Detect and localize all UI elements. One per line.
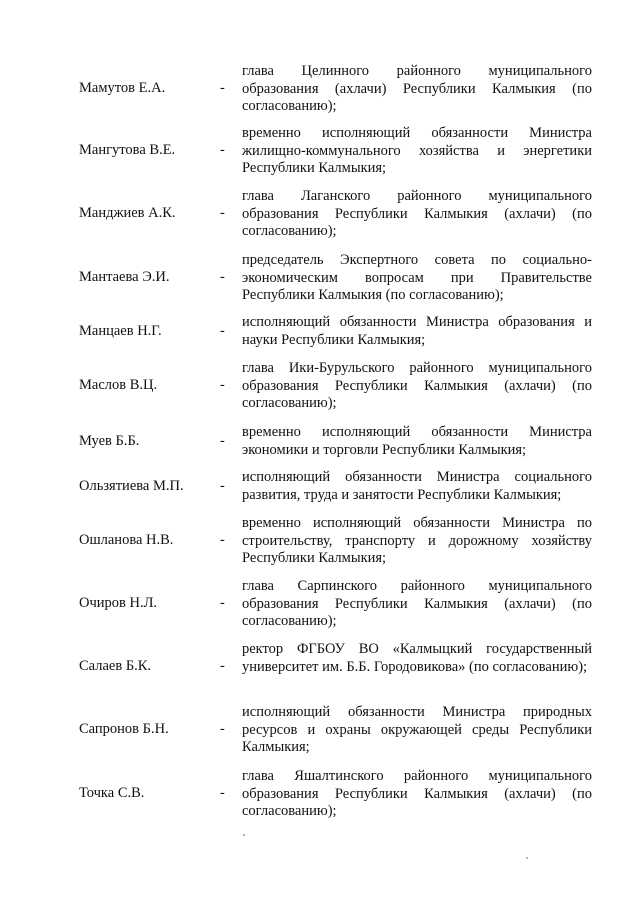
- member-position: глава Сарпинского районного муниципального образования Республики Калмыкия (ахлачи) (по согласованию);: [242, 578, 592, 630]
- member-dash: -: [220, 269, 225, 285]
- member-position: исполняющий обязанности Министра социального развития, труда и занятости Республики Калмыкия;: [242, 469, 592, 503]
- member-name: Точка С.В.: [79, 785, 145, 801]
- member-name: Муев Б.Б.: [79, 433, 140, 449]
- member-dash: -: [220, 595, 225, 611]
- member-name: Манджиев А.К.: [79, 205, 176, 221]
- member-dash: -: [220, 785, 225, 801]
- member-dash: -: [220, 658, 225, 674]
- member-position: исполняющий обязанности Министра природных ресурсов и охраны окружающей среды Республики Калмыкия;: [242, 704, 592, 756]
- member-dash: -: [220, 323, 225, 339]
- member-dash: -: [220, 205, 225, 221]
- member-dash: -: [220, 478, 225, 494]
- member-position: глава Лаганского районного муниципального образования Республики Калмыкия (ахлачи) (по согласованию);: [242, 188, 592, 240]
- member-name: Мамутов Е.А.: [79, 80, 166, 96]
- member-name: Мангутова В.Е.: [79, 142, 176, 158]
- member-position: глава Ики-Бурульского районного муниципального образования Республики Калмыкия (ахлачи) (по согласованию);: [242, 360, 592, 412]
- member-dash: -: [220, 721, 225, 737]
- member-name: Сапронов Б.Н.: [79, 721, 169, 737]
- member-position: глава Целинного районного муниципального образования (ахлачи) Республики Калмыкия (по согласованию);: [242, 63, 592, 115]
- member-name: Очиров Н.Л.: [79, 595, 158, 611]
- member-position: глава Яшалтинского районного муниципального образования Республики Калмыкия (ахлачи) (по согласованию);: [242, 768, 592, 820]
- member-name: Маслов В.Ц.: [79, 377, 158, 393]
- scan-speck: [526, 857, 528, 859]
- member-dash: -: [220, 80, 225, 96]
- member-name: Мантаева Э.И.: [79, 269, 170, 285]
- member-position: временно исполняющий обязанности Министра экономики и торговли Республики Калмыкия;: [242, 424, 592, 458]
- member-dash: -: [220, 532, 225, 548]
- member-dash: -: [220, 377, 225, 393]
- member-dash: -: [220, 433, 225, 449]
- member-position: председатель Экспертного совета по социально-экономическим вопросам при Правительстве Республики Калмыкия (по согласованию);: [242, 252, 592, 304]
- member-position: ректор ФГБОУ ВО «Калмыцкий государственный университет им. Б.Б. Городовикова» (по согласованию);: [242, 641, 592, 675]
- member-position: временно исполняющий обязанности Министра жилищно-коммунального хозяйства и энергетики Республики Калмыкия;: [242, 125, 592, 177]
- member-name: Салаев Б.К.: [79, 658, 152, 674]
- member-dash: -: [220, 142, 225, 158]
- member-name: Ошланова Н.В.: [79, 532, 174, 548]
- member-name: Манцаев Н.Г.: [79, 323, 162, 339]
- member-position: временно исполняющий обязанности Министра по строительству, транспорту и дорожному хозяйству Республики Калмыкия;: [242, 515, 592, 567]
- scan-speck: [243, 834, 245, 836]
- member-position: исполняющий обязанности Министра образования и науки Республики Калмыкия;: [242, 314, 592, 348]
- member-name: Ользятиева М.П.: [79, 478, 184, 494]
